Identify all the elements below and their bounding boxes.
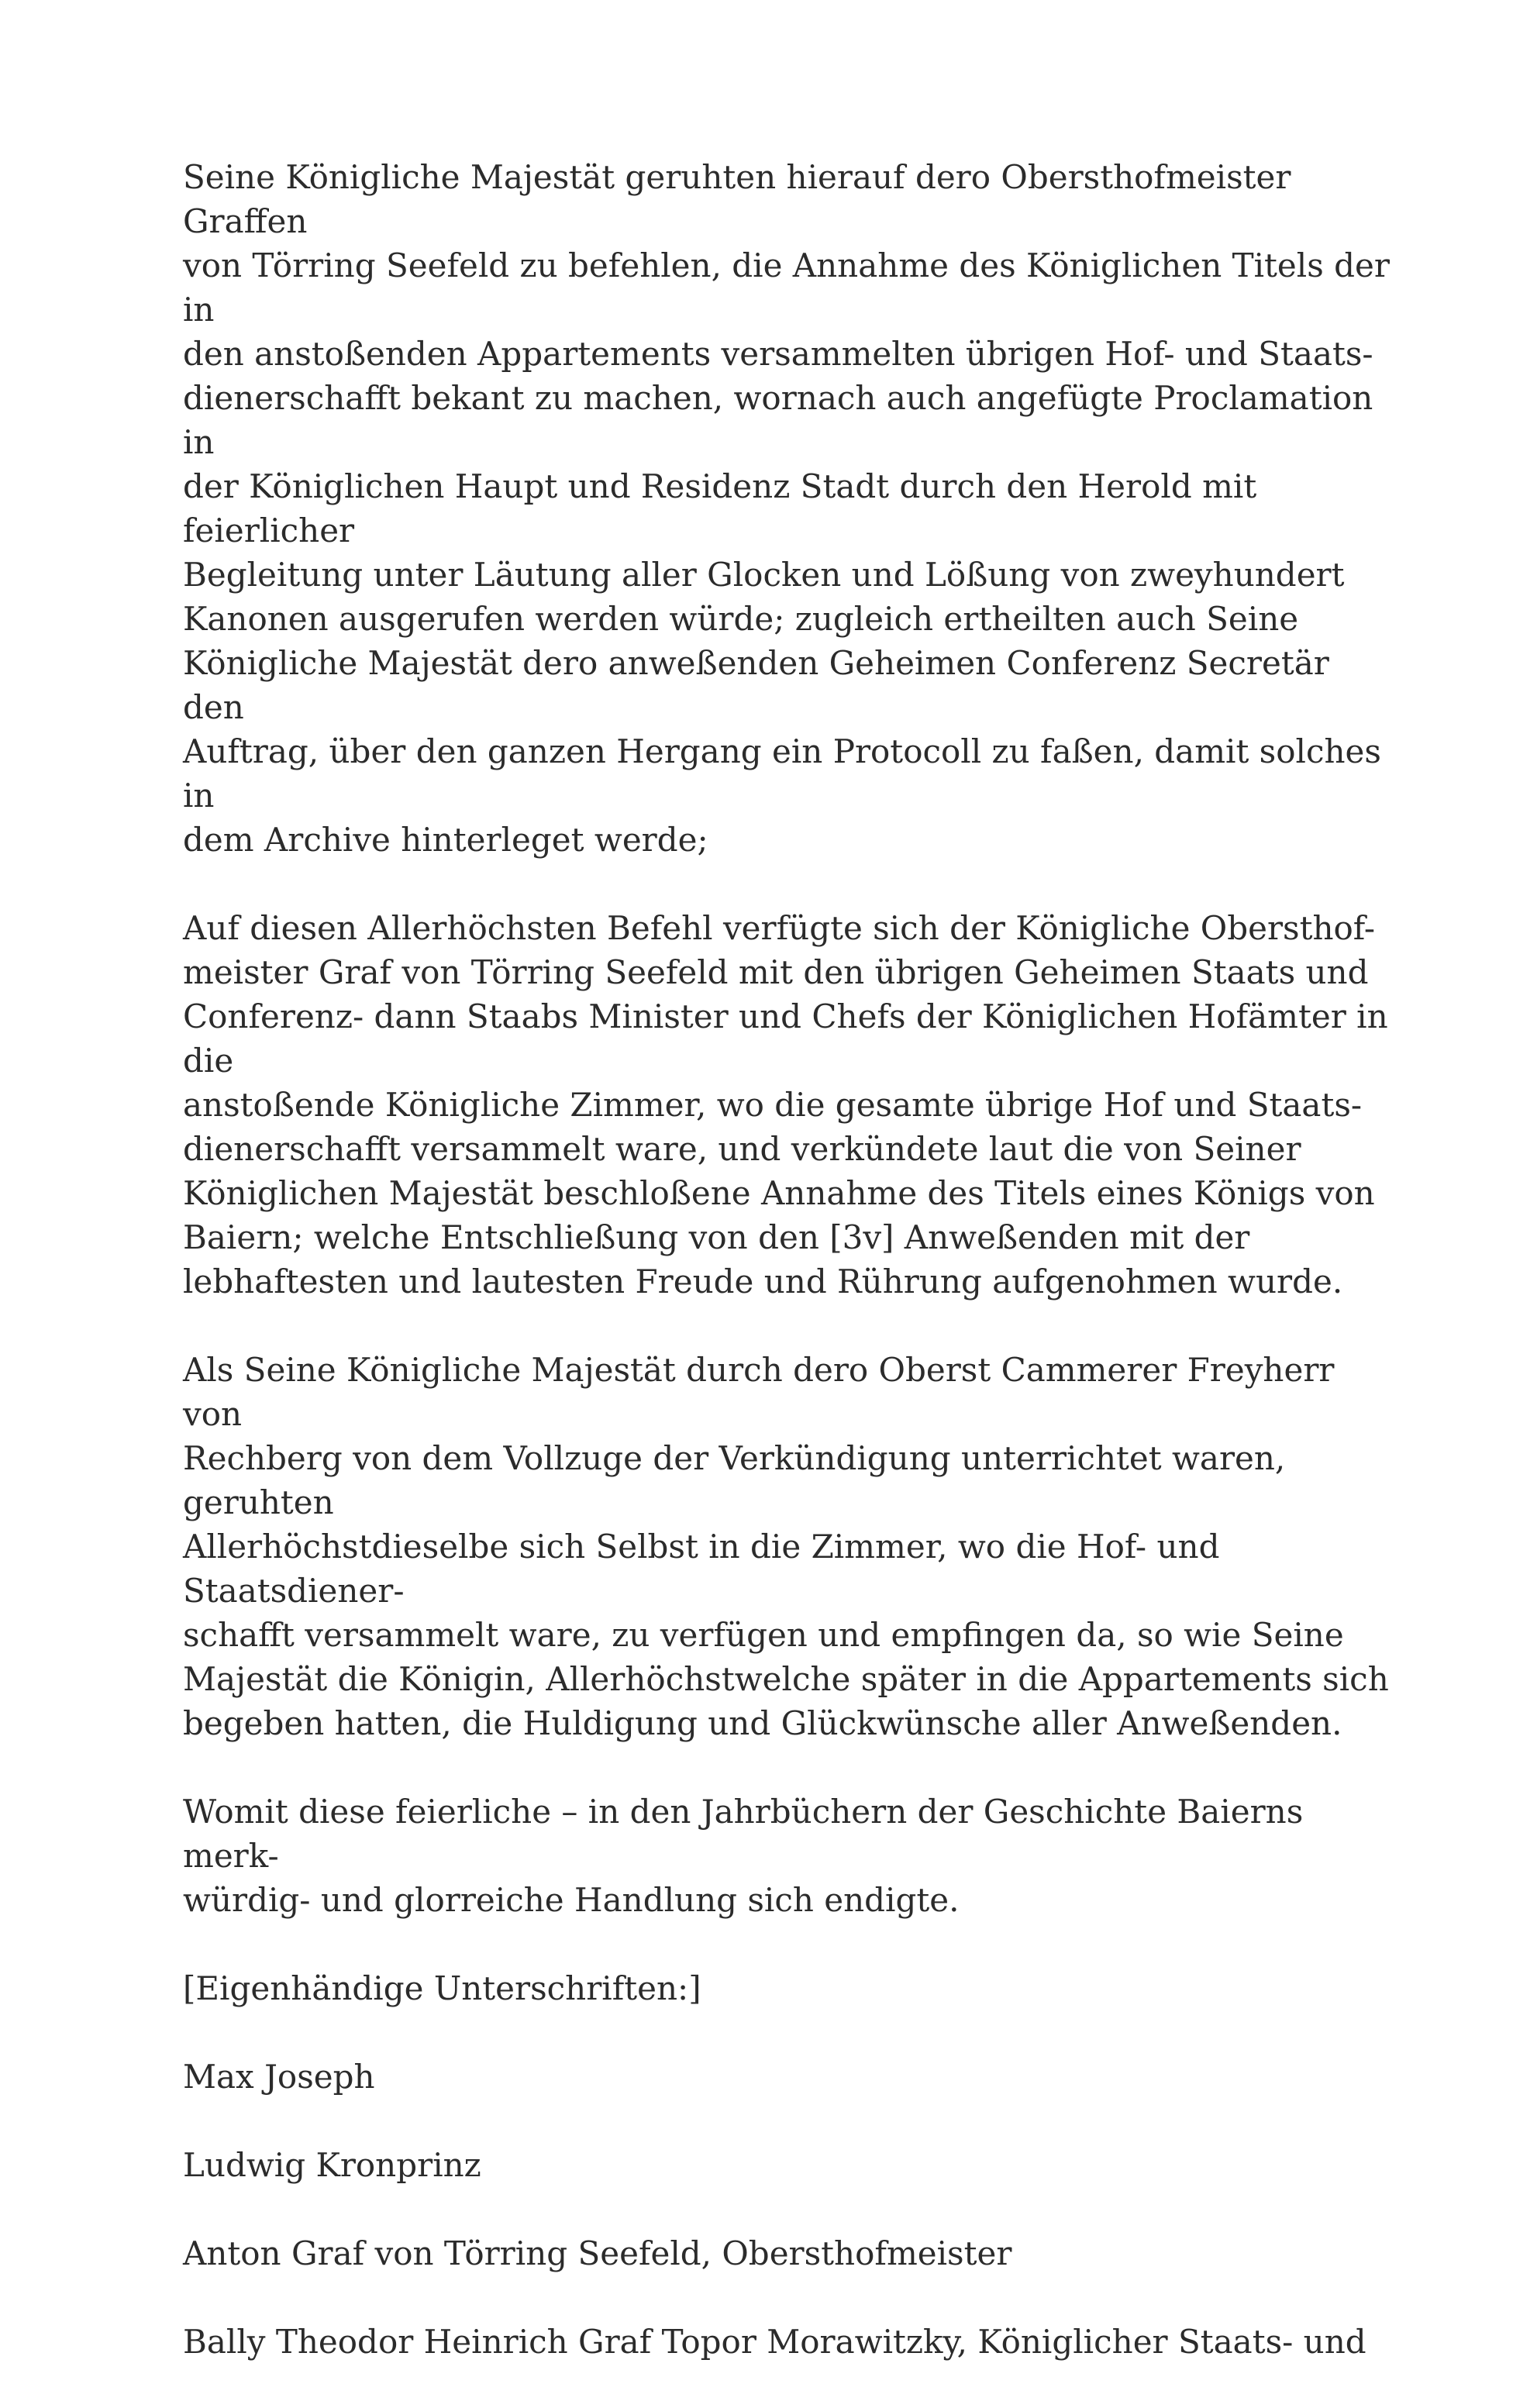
paragraph-homage: Als Seine Königliche Majestät durch dero Oberst Cammerer Freyherr von Rechberg von dem Vollzuge der Verkündigung unterrichtet waren, geruhten Allerhöchstdieselbe sich Selbst in die Zimmer, wo die Hof- und Staatsdiener- schafft versammelt ware, zu verfügen und empfingen da, so wie Seine Majestät die Königin, Allerhöchstwelche später in die Appartements sich begeben hatten, die Huldigung und Glückwünsche aller Anweßenden. <box>183 1351 1389 1742</box>
signatures-heading: [Eigenhändige Unterschriften:] <box>183 1969 701 2007</box>
signature-toerring: Anton Graf von Törring Seefeld, Obersthofmeister <box>183 2234 1012 2272</box>
document-body <box>183 155 1392 2408</box>
signature-ludwig: Ludwig Kronprinz <box>183 2146 481 2184</box>
signature-morawitzky: Bally Theodor Heinrich Graf Topor Morawitzky, Königlicher Staats- und <box>183 2323 1366 2361</box>
paragraph-conclusion: Womit diese feierliche – in den Jahrbüchern der Geschichte Baierns merk- würdig- und glorreiche Handlung sich endigte. <box>183 1793 1304 1919</box>
paragraph-royal-command: Seine Königliche Majestät geruhten hierauf dero Obersthofmeister Graffen von Törring Seefeld zu befehlen, die Annahme des Königlichen Titels der in den anstoßenden Appartements versammelten übrigen Hof- und Staats- dienerschafft bekant zu machen, wornach auch angefügte Proclamation in der Königlichen Haupt und Residenz Stadt durch den Herold mit feierlicher Begleitung unter Läutung aller Glocken und Lößung von zweyhundert Kanonen ausgerufen werden würde; zugleich ertheilten auch Seine Königliche Majestät dero anweßenden Geheimen Conferenz Secretär den Auftrag, über den ganzen Hergang ein Protocoll zu faßen, damit solches in dem Archive hinterleget werde; <box>183 158 1390 859</box>
paragraph-announcement: Auf diesen Allerhöchsten Befehl verfügte sich der Königliche Obersthof- meister Graf von Törring Seefeld mit den übrigen Geheimen Staats und Conferenz- dann Staabs Minister und Chefs der Königlichen Hofämter in die anstoßende Königliche Zimmer, wo die gesamte übrige Hof und Staats- dienerschafft versammelt ware, und verkündete laut die von Seiner Königlichen Majestät beschloßene Annahme des Titels eines Königs von Baiern; welche Entschließung von den [3v] Anweßenden mit der lebhaftesten und lautesten Freude und Rührung aufgenohmen wurde. <box>183 909 1388 1300</box>
signature-max-joseph: Max Joseph <box>183 2058 375 2096</box>
